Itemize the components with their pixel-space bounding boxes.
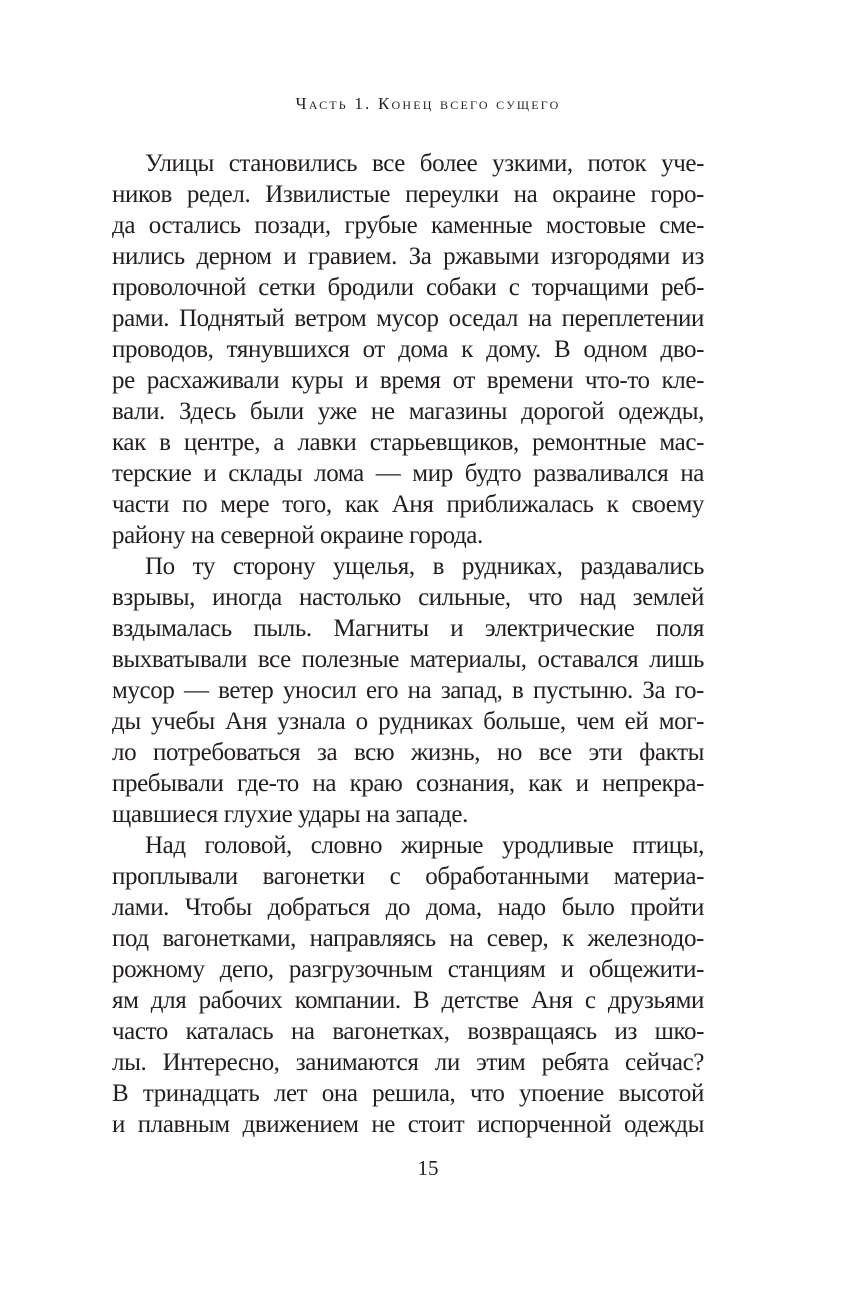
text-line: пребывали где-то на краю сознания, как и непрекра- <box>112 770 704 797</box>
paragraph <box>112 830 704 1140</box>
text-line: ям для рабочих компании. В детстве Аня с друзьями <box>112 987 704 1014</box>
text-line: вали. Здесь были уже не магазины дорогой одежды, <box>112 398 704 425</box>
text-line: лы. Интересно, занимаются ли этим ребята сейчас? <box>112 1049 704 1076</box>
text-line: терские и склады лома — мир будто разваливался на <box>112 460 704 487</box>
text-line: проволочной сетки бродили собаки с торчащими реб- <box>112 274 704 301</box>
text-line: ло потребоваться за всю жизнь, но все эти факты <box>112 739 704 766</box>
paragraph <box>112 551 704 830</box>
text-line: под вагонетками, направляясь на север, к железнодо- <box>112 925 704 952</box>
text-line: выхватывали все полезные материалы, оставался лишь <box>112 646 704 673</box>
text-line: В тринадцать лет она решила, что упоение высотой <box>112 1080 704 1107</box>
text-line: как в центре, а лавки старьевщиков, ремонтные мас- <box>112 429 704 456</box>
text-line: да остались позади, грубые каменные мостовые сме- <box>112 212 704 239</box>
text-line: взрывы, иногда настолько сильные, что над землей <box>112 584 704 611</box>
text-line: проводов, тянувшихся от дома к дому. В одном дво- <box>112 336 704 363</box>
text-line: части по мере того, как Аня приближалась к своему <box>112 491 704 518</box>
text-line: и плавным движением не стоит испорченной одежды <box>112 1111 704 1138</box>
text-line: вздымалась пыль. Магниты и электрические поля <box>112 615 704 642</box>
body-text <box>112 148 704 1140</box>
text-line: По ту сторону ущелья, в рудниках, раздавались <box>145 553 704 580</box>
text-line: Над головой, словно жирные уродливые птицы, <box>145 832 704 859</box>
text-line: мусор — ветер уносил его на запад, в пустыню. За го- <box>112 677 704 704</box>
text-line: району на северной окраине города. <box>112 522 483 549</box>
text-line: Улицы становились все более узкими, поток уче- <box>145 150 704 177</box>
text-line: щавшиеся глухие удары на западе. <box>112 801 468 828</box>
text-line: нились дерном и гравием. За ржавыми изгородями из <box>112 243 704 270</box>
paragraph <box>112 148 704 551</box>
text-line: часто каталась на вагонетках, возвращаясь из шко- <box>112 1018 704 1045</box>
text-line: ре расхаживали куры и время от времени что-то кле- <box>112 367 704 394</box>
text-line: проплывали вагонетки с обработанными материа- <box>112 863 704 890</box>
text-line: рами. Поднятый ветром мусор оседал на переплетении <box>112 305 704 332</box>
text-line: рожному депо, разгрузочным станциям и общежити- <box>112 956 704 983</box>
running-header: Часть 1. Конец всего сущего <box>295 94 561 113</box>
text-line: лами. Чтобы добраться до дома, надо было пройти <box>112 894 704 921</box>
text-line: ды учебы Аня узнала о рудниках больше, чем ей мог- <box>112 708 704 735</box>
page-number: 15 <box>417 1156 439 1180</box>
text-line: ников редел. Извилистые переулки на окраине горо- <box>112 181 704 208</box>
